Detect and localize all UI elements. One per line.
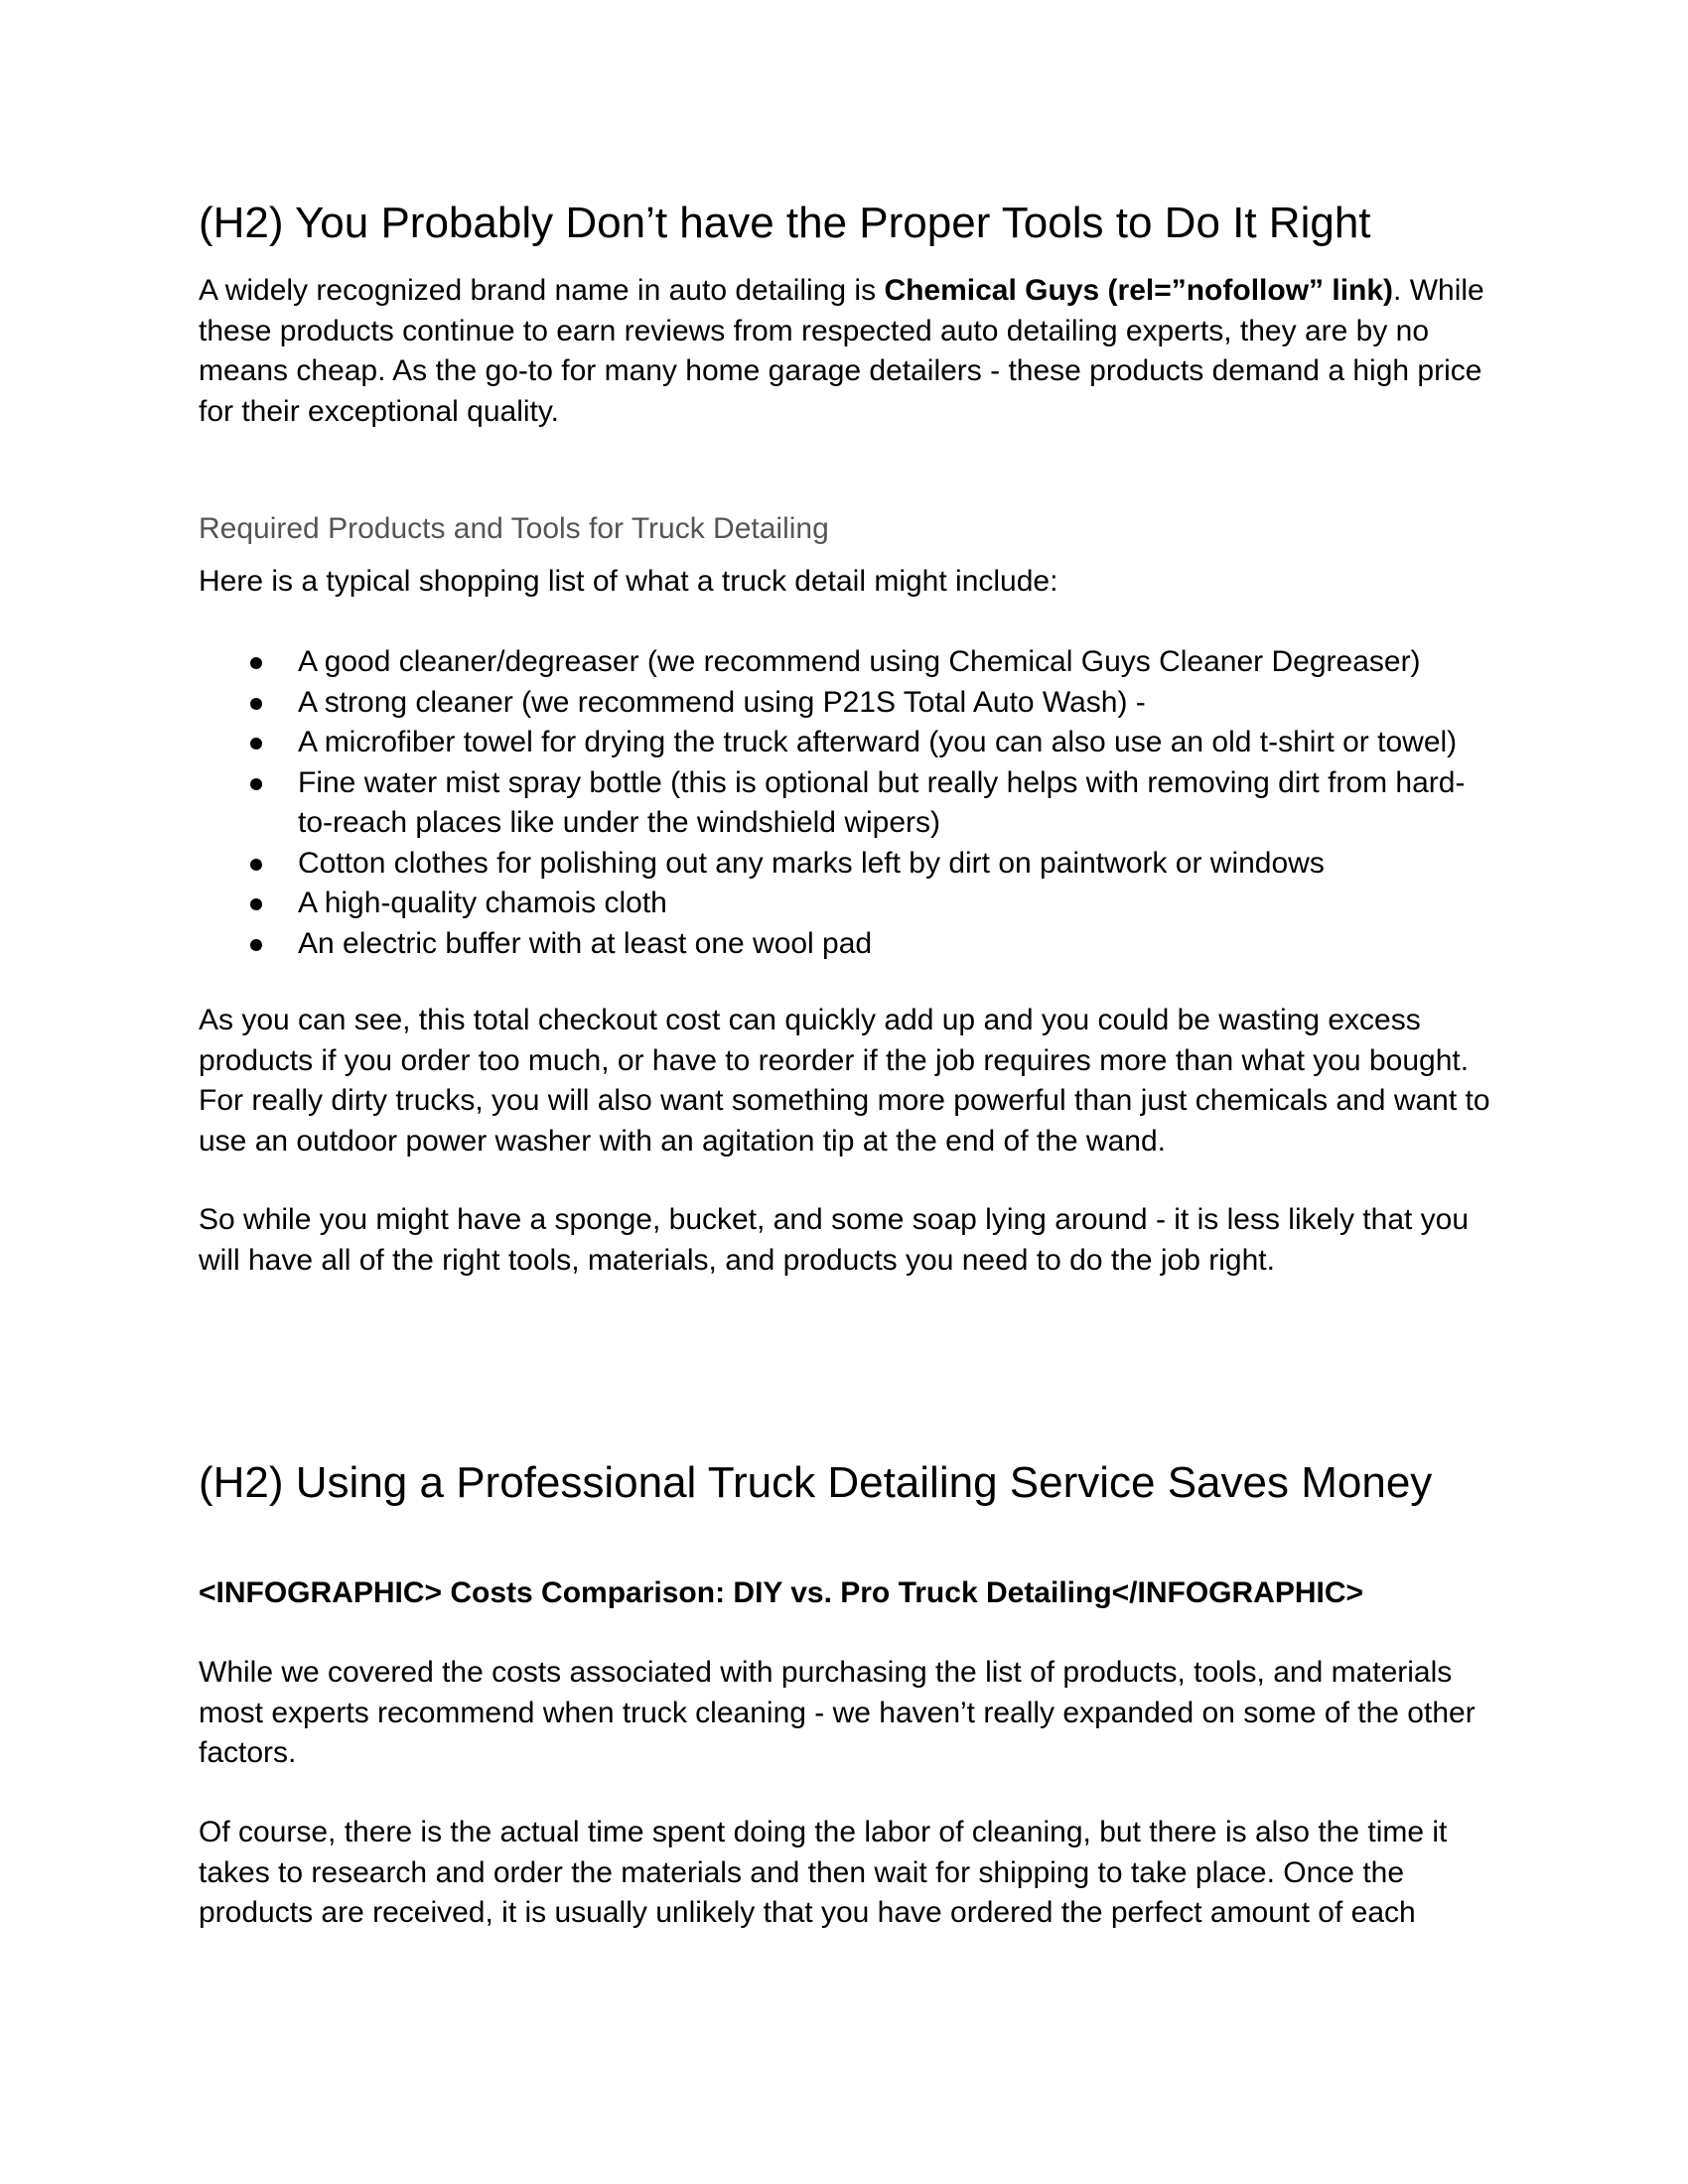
list-item-text: A high-quality chamois cloth <box>298 887 667 919</box>
time-paragraph: Of course, there is the actual time spent doing the labor of cleaning, but there is also the time it takes to research and order the materials and then wait for shipping to take place. Once the products are received, it is usually unlikely that you have ordered the perfect amount of each <box>199 1816 1448 1929</box>
list-item <box>199 844 1499 885</box>
intro-text-end: . While these products continue to earn reviews from respected auto detailing experts, they are by no means cheap. As the go-to for many home garage detailers - these products demand a high price for their exceptional quality. <box>199 274 1484 428</box>
bullet-icon <box>250 698 262 710</box>
list-item-text: An electric buffer with at least one wool pad <box>298 926 873 960</box>
list-item <box>199 642 1499 683</box>
chemical-guys-link-text: Chemical Guys (rel=”nofollow” link) <box>884 274 1394 307</box>
section-heading-tools: (H2) You Probably Don’t have the Proper Tools to Do It Right <box>199 199 1371 247</box>
list-item-text: A good cleaner/degreaser (we recommend using Chemical Guys Cleaner Degreaser) <box>298 645 1421 678</box>
bullet-icon <box>250 738 262 750</box>
list-item-text: A microfiber towel for drying the truck afterward (you can also use an old t-shirt or towel) <box>298 726 1458 758</box>
subheading-required-products: Required Products and Tools for Truck Detailing <box>199 512 829 545</box>
infographic-placeholder: <INFOGRAPHIC> Costs Comparison: DIY vs. Pro Truck Detailing</INFOGRAPHIC> <box>199 1576 1364 1609</box>
list-item <box>199 884 1499 924</box>
intro-text-start: A widely recognized brand name in auto detailing is <box>199 274 885 307</box>
costs-paragraph: While we covered the costs associated with purchasing the list of products, tools, and materials most experts recommend when truck cleaning - we haven’t really expanded on some of the other factors. <box>199 1656 1476 1769</box>
bullet-icon <box>250 939 262 951</box>
list-item <box>199 723 1499 763</box>
list-item <box>199 924 1499 965</box>
list-item-text: Cotton clothes for polishing out any marks left by dirt on paintwork or windows <box>298 846 1325 880</box>
tools-paragraph: So while you might have a sponge, bucket, and some soap lying around - it is less likely that you will have all of the right tools, materials, and products you need to do the job right. <box>199 1203 1470 1277</box>
bullet-icon <box>250 778 262 790</box>
bullet-icon <box>250 898 262 910</box>
intro-paragraph <box>199 271 1499 432</box>
list-item-text: A strong cleaner (we recommend using P21S Total Auto Wash) - <box>298 685 1146 719</box>
bullet-icon <box>250 859 262 871</box>
list-intro: Here is a typical shopping list of what a truck detail might include: <box>199 565 1058 598</box>
list-item <box>199 683 1499 724</box>
section-heading-professional: (H2) Using a Professional Truck Detailing Service Saves Money <box>199 1458 1433 1507</box>
list-item-text: Fine water mist spray bottle (this is optional but really helps with removing dirt from hard-to-reach places like under the windshield wipers) <box>298 765 1466 839</box>
bullet-icon <box>250 657 262 669</box>
cost-paragraph: As you can see, this total checkout cost can quickly add up and you could be wasting excess products if you order too much, or have to reorder if the job requires more than what you bought. For really dirty trucks, you will also want something more powerful than just chemicals and want to use an outdoor power washer with an agitation tip at the end of the wand. <box>199 1004 1490 1158</box>
list-item <box>199 763 1499 844</box>
shopping-list <box>199 642 1499 964</box>
